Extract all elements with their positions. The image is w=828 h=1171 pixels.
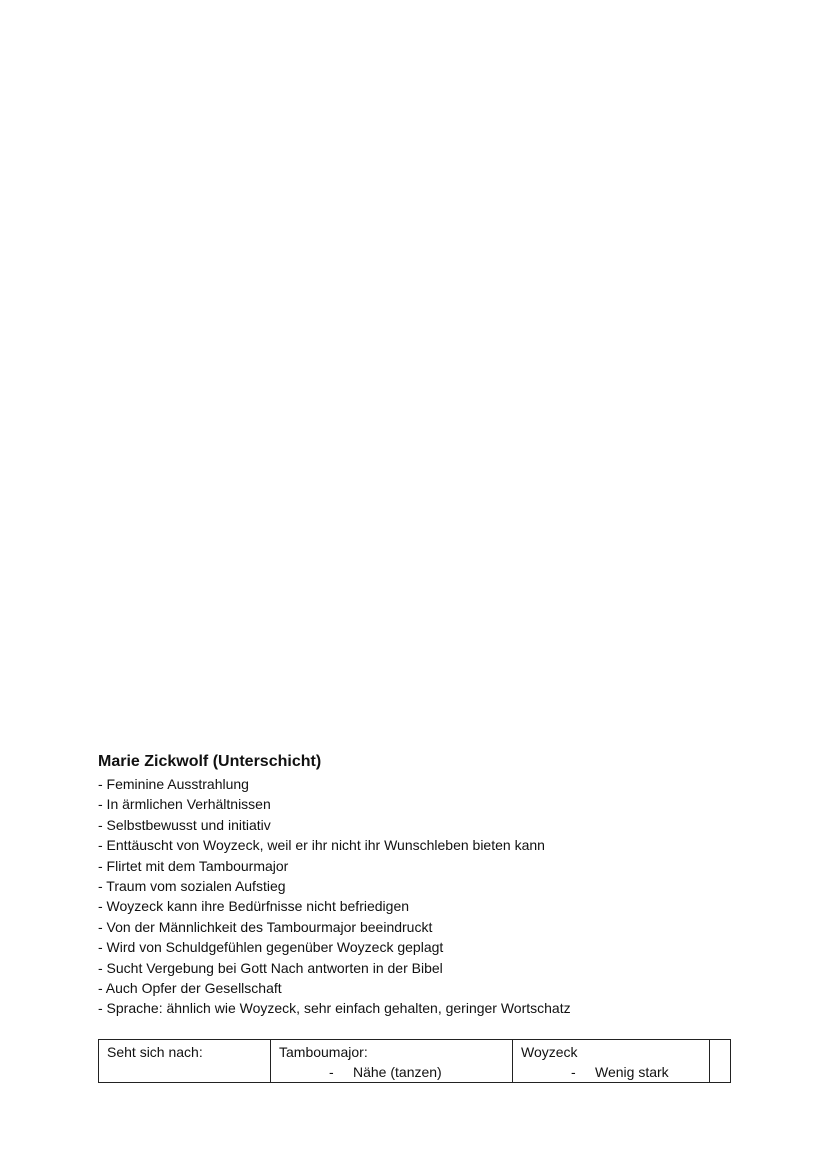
dash-marker: - (329, 1064, 334, 1080)
trait-item: - Von der Männlichkeit des Tambourmajor beeindruckt (98, 918, 433, 935)
dash-marker: - (571, 1064, 576, 1080)
trait-item: - Enttäuscht von Woyzeck, weil er ihr nicht ihr Wunschleben bieten kann (98, 837, 545, 854)
section-title: Marie Zickwolf (Unterschicht) (98, 753, 322, 770)
trait-item: - Woyzeck kann ihre Bedürfnisse nicht befriedigen (98, 898, 410, 915)
table-cell-label (99, 1040, 271, 1083)
trait-item: - Traum vom sozialen Aufstieg (98, 878, 286, 895)
list-item-text: Wenig stark (595, 1064, 669, 1080)
column-heading: Woyzeck (521, 1044, 578, 1060)
list-item (279, 1062, 504, 1082)
table-cell-tambourmajor (271, 1040, 513, 1083)
table-cell-empty (710, 1040, 731, 1083)
trait-item: - Sucht Vergebung bei Gott Nach antworten in der Bibel (98, 959, 443, 976)
trait-item: - Sprache: ähnlich wie Woyzeck, sehr einfach gehalten, geringer Wortschatz (98, 1000, 571, 1017)
table-cell-woyzeck (513, 1040, 710, 1083)
trait-list (98, 774, 738, 1019)
list-item-text: Nähe (tanzen) (353, 1064, 442, 1080)
trait-item: - In ärmlichen Verhältnissen (98, 796, 271, 813)
trait-item: - Feminine Ausstrahlung (98, 776, 249, 792)
row-label: Seht sich nach: (107, 1044, 203, 1060)
trait-item: - Flirtet mit dem Tambourmajor (98, 857, 289, 874)
character-section (98, 751, 738, 1019)
table-row (99, 1040, 731, 1083)
comparison-table (98, 1039, 731, 1083)
column-heading: Tamboumajor: (279, 1044, 368, 1060)
trait-item: - Auch Opfer der Gesellschaft (98, 980, 282, 997)
trait-item: - Wird von Schuldgefühlen gegenüber Woyzeck geplagt (98, 939, 444, 956)
list-item (521, 1062, 701, 1082)
trait-item: - Selbstbewusst und initiativ (98, 816, 271, 833)
